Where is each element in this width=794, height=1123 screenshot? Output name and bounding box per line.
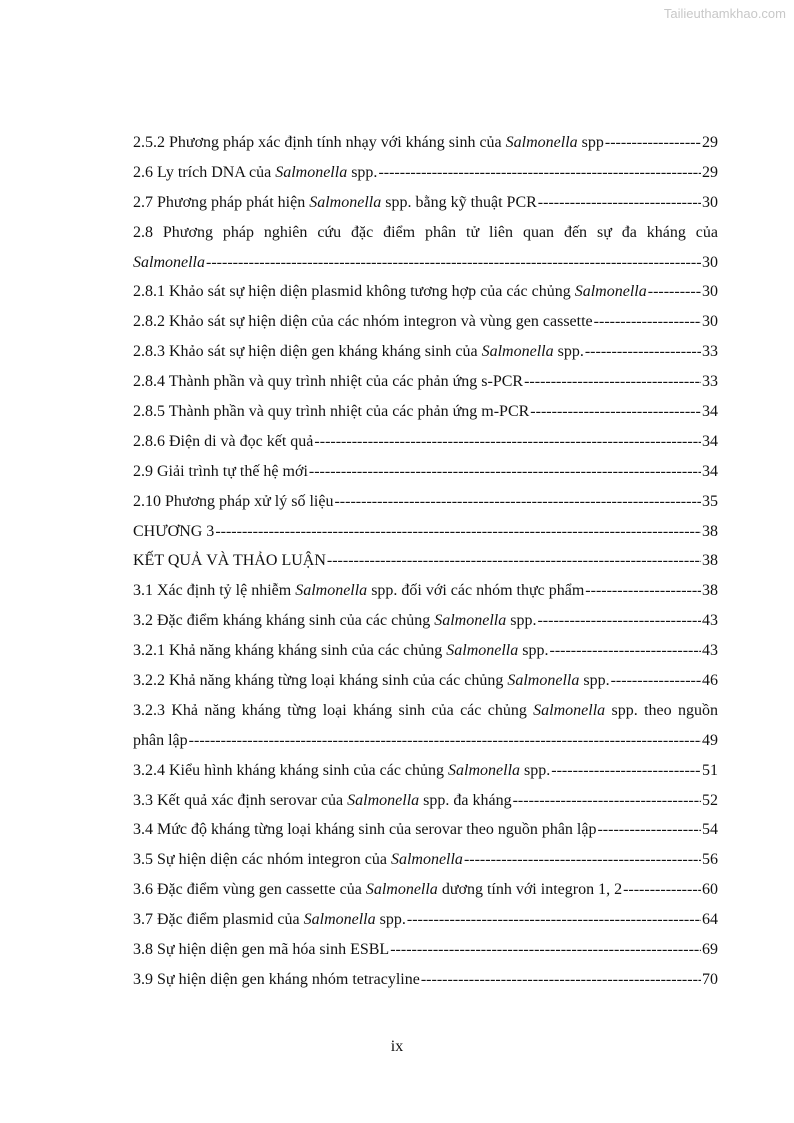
italic-species-name: Salmonella <box>574 283 647 301</box>
title-text: 3.2 Đặc điểm kháng kháng sinh của các chủng <box>133 612 435 630</box>
toc-entry-line <box>133 430 718 460</box>
toc-page-number: 34 <box>702 462 718 480</box>
dot-leader <box>524 370 701 400</box>
toc-page-number: 38 <box>702 552 718 570</box>
title-text: 3.3 Kết quả xác định serovar của <box>133 791 348 809</box>
toc-entry-title <box>133 131 604 161</box>
toc-entry-title <box>133 490 333 520</box>
toc-page-number: 33 <box>702 373 718 391</box>
dot-leader <box>327 549 701 579</box>
toc-entry-title <box>133 549 326 579</box>
title-text: 3.8 Sự hiện diện gen mã hóa sinh ESBL <box>133 941 390 959</box>
toc-entry-line <box>133 460 718 490</box>
toc-entry[interactable] <box>133 430 718 460</box>
dot-leader <box>623 878 701 908</box>
dot-leader <box>464 848 701 878</box>
title-text: 2.9 Giải trình tự thế hệ mới <box>133 462 308 480</box>
toc-entry[interactable] <box>133 878 718 908</box>
title-text: 2.10 Phương pháp xử lý số liệu <box>133 492 334 510</box>
toc-page-number: 30 <box>702 253 718 271</box>
toc-entry-line <box>133 370 718 400</box>
toc-entry-title <box>133 280 647 310</box>
toc-page-number: 69 <box>702 941 718 959</box>
toc-entry-line <box>133 968 718 998</box>
toc-entry-title <box>133 789 512 819</box>
toc-page-number: 70 <box>702 970 718 988</box>
dot-leader <box>585 579 701 609</box>
toc-entry-title <box>133 460 308 490</box>
table-of-contents <box>133 131 718 998</box>
title-text: 3.1 Xác định tỷ lệ nhiễm <box>133 582 296 600</box>
toc-entry-title <box>133 908 406 938</box>
toc-entry[interactable] <box>133 520 718 550</box>
toc-page-number: 56 <box>702 851 718 869</box>
italic-species-name: Salmonella <box>446 642 519 660</box>
toc-page-number: 43 <box>702 612 718 630</box>
toc-entry-title <box>133 759 550 789</box>
dot-leader <box>513 789 701 819</box>
toc-entry-line <box>133 400 718 430</box>
toc-page-number: 35 <box>702 492 718 510</box>
page-number: ix <box>390 1038 404 1055</box>
toc-entry-line <box>133 759 718 789</box>
dot-leader <box>537 609 701 639</box>
toc-entry-line <box>133 699 718 729</box>
toc-entry[interactable] <box>133 340 718 370</box>
dot-leader <box>309 460 701 490</box>
title-text: 2.8.4 Thành phần và quy trình nhiệt của các phản ứng s-PCR <box>133 373 524 391</box>
toc-page-number: 52 <box>702 791 718 809</box>
dot-leader <box>551 759 701 789</box>
toc-entry-line <box>133 191 718 221</box>
title-text: 3.2.4 Kiểu hình kháng kháng sinh của các chủng <box>133 761 449 779</box>
toc-entry-line <box>133 848 718 878</box>
dot-leader <box>215 520 701 550</box>
toc-page-number: 29 <box>702 134 718 151</box>
dot-leader <box>334 490 701 520</box>
title-text: 2.7 Phương pháp phát hiện <box>133 193 310 211</box>
dot-leader <box>530 400 701 430</box>
toc-entry[interactable] <box>133 460 718 490</box>
toc-entry-title <box>133 848 463 878</box>
title-text: spp. theo nguồn <box>605 701 718 719</box>
toc-entry[interactable] <box>133 579 718 609</box>
italic-species-name: Salmonella <box>309 193 382 211</box>
toc-entry-line <box>133 310 718 340</box>
title-text: 2.8.2 Khảo sát sự hiện diện của các nhóm integron và vùng gen cassette <box>133 313 593 331</box>
toc-entry-line <box>133 669 718 699</box>
toc-page-number: 43 <box>702 642 718 660</box>
toc-entry-line <box>133 161 718 191</box>
italic-species-name: Salmonella <box>434 612 507 630</box>
toc-entry[interactable] <box>133 310 718 340</box>
title-text: spp <box>577 134 604 151</box>
toc-page-number: 29 <box>702 163 718 181</box>
toc-entry-line <box>133 221 718 251</box>
toc-entry[interactable] <box>133 221 718 281</box>
toc-entry-title <box>133 609 536 639</box>
title-text: spp. đối với các nhóm thực phẩm <box>367 582 585 600</box>
toc-entry-title <box>133 430 313 460</box>
toc-page-number: 30 <box>702 313 718 331</box>
toc-entry-title <box>133 161 377 191</box>
title-text: dương tính với integron 1, 2 <box>437 881 623 899</box>
dot-leader <box>421 968 701 998</box>
toc-entry-title <box>133 579 584 609</box>
watermark: Tailieuthamkhao.com <box>663 6 786 21</box>
italic-species-name: Salmonella <box>448 761 521 779</box>
italic-species-name: Salmonella <box>507 672 580 690</box>
toc-page-number: 30 <box>702 193 718 211</box>
title-text: spp. bằng kỹ thuật PCR <box>381 193 537 211</box>
toc-entry[interactable] <box>133 968 718 998</box>
toc-page-number: 64 <box>702 911 718 929</box>
toc-entry-line <box>133 938 718 968</box>
toc-entry-title <box>133 878 622 908</box>
dot-leader <box>597 818 701 848</box>
toc-entry[interactable] <box>133 609 718 639</box>
title-text: 3.9 Sự hiện diện gen kháng nhóm tetracyline <box>133 970 420 988</box>
toc-entry-title <box>133 639 548 669</box>
dot-leader <box>648 280 701 310</box>
italic-species-name: Salmonella <box>303 911 376 929</box>
italic-species-name: Salmonella <box>133 253 205 271</box>
toc-entry[interactable] <box>133 669 718 699</box>
toc-entry[interactable] <box>133 280 718 310</box>
italic-species-name: Salmonella <box>390 851 463 869</box>
toc-entry-title <box>133 224 718 241</box>
toc-page-number: 30 <box>702 283 718 301</box>
italic-species-name: Salmonella <box>275 163 348 181</box>
toc-entry[interactable] <box>133 549 718 579</box>
title-text: spp. đa kháng <box>419 791 512 809</box>
toc-entry-title <box>133 370 523 400</box>
title-text: CHƯƠNG 3 <box>133 522 215 540</box>
dot-leader <box>206 251 701 281</box>
dot-leader <box>594 310 701 340</box>
toc-entry-line <box>133 131 718 161</box>
toc-entry[interactable] <box>133 490 718 520</box>
toc-entry-line <box>133 520 718 550</box>
toc-entry[interactable] <box>133 699 718 759</box>
toc-entry[interactable] <box>133 161 718 191</box>
toc-page-number: 33 <box>702 343 718 361</box>
toc-entry[interactable] <box>133 818 718 848</box>
toc-entry-title <box>133 310 593 340</box>
dot-leader <box>189 729 701 759</box>
toc-entry[interactable] <box>133 370 718 400</box>
toc-entry-line <box>133 609 718 639</box>
dot-leader <box>378 161 701 191</box>
title-text: 3.2.3 Khả năng kháng từng loại kháng sinh của các chủng <box>133 701 534 719</box>
title-text: 2.5.2 Phương pháp xác định tính nhạy với kháng sinh của <box>133 134 506 151</box>
title-text: 2.8.3 Khảo sát sự hiện diện gen kháng kháng sinh của <box>133 343 482 361</box>
dot-leader <box>549 639 701 669</box>
title-text: spp. <box>520 761 551 779</box>
dot-leader <box>585 340 701 370</box>
dot-leader <box>611 669 701 699</box>
toc-page-number: 34 <box>702 403 718 421</box>
toc-page-number: 38 <box>702 582 718 600</box>
title-text: 3.5 Sự hiện diện các nhóm integron của <box>133 851 391 869</box>
toc-page-number: 49 <box>702 731 718 749</box>
toc-page-number: 51 <box>702 761 718 779</box>
title-text: spp. <box>553 343 584 361</box>
title-text: spp. <box>518 642 549 660</box>
toc-entry[interactable] <box>133 938 718 968</box>
toc-entry[interactable] <box>133 848 718 878</box>
title-text: phân lập <box>133 731 188 749</box>
toc-entry[interactable] <box>133 759 718 789</box>
italic-species-name: Salmonella <box>295 582 368 600</box>
dot-leader <box>314 430 701 460</box>
title-text: 3.2.2 Khả năng kháng từng loại kháng sinh của các chủng <box>133 672 508 690</box>
toc-entry-title <box>133 669 610 699</box>
toc-entry[interactable] <box>133 908 718 938</box>
toc-entry-title <box>133 340 584 370</box>
dot-leader <box>605 131 701 161</box>
toc-entry[interactable] <box>133 789 718 819</box>
italic-species-name: Salmonella <box>533 701 606 719</box>
toc-entry-title <box>133 520 214 550</box>
italic-species-name: Salmonella <box>505 134 578 151</box>
title-text: 3.7 Đặc điểm plasmid của <box>133 911 304 929</box>
title-text: spp. <box>579 672 610 690</box>
toc-entry-line <box>133 908 718 938</box>
title-text: 2.6 Ly trích DNA của <box>133 163 276 181</box>
dot-leader <box>390 938 701 968</box>
toc-entry-title <box>133 968 420 998</box>
toc-entry[interactable] <box>133 400 718 430</box>
title-text: 3.2.1 Khả năng kháng kháng sinh của các chủng <box>133 642 447 660</box>
toc-entry-title <box>133 251 205 281</box>
title-text: 3.6 Đặc điểm vùng gen cassette của <box>133 881 366 899</box>
dot-leader <box>407 908 701 938</box>
toc-entry-title <box>133 938 389 968</box>
toc-entry-line <box>133 878 718 908</box>
title-text: 2.8.5 Thành phần và quy trình nhiệt của các phản ứng m-PCR <box>133 403 530 421</box>
title-text: 2.8.1 Khảo sát sự hiện diện plasmid không tương hợp của các chủng <box>133 283 575 301</box>
toc-entry-line <box>133 639 718 669</box>
title-text: 3.4 Mức độ kháng từng loại kháng sinh của serovar theo nguồn phân lập <box>133 821 597 839</box>
dot-leader <box>538 191 701 221</box>
title-text: spp. <box>375 911 406 929</box>
toc-entry-line <box>133 549 718 579</box>
toc-page-number: 38 <box>702 522 718 540</box>
toc-entry[interactable] <box>133 131 718 161</box>
toc-entry-line <box>133 789 718 819</box>
toc-page-number: 54 <box>702 821 718 839</box>
toc-entry-line <box>133 340 718 370</box>
toc-entry[interactable] <box>133 191 718 221</box>
toc-entry-line <box>133 490 718 520</box>
toc-entry-line <box>133 280 718 310</box>
italic-species-name: Salmonella <box>347 791 420 809</box>
title-text: 2.8.6 Điện di và đọc kết quả <box>133 432 314 450</box>
toc-entry-title <box>133 818 596 848</box>
toc-entry-title <box>133 702 718 719</box>
toc-entry-line <box>133 579 718 609</box>
toc-entry-title <box>133 191 537 221</box>
title-text: spp. <box>347 163 378 181</box>
title-text: KẾT QUẢ VÀ THẢO LUẬN <box>133 552 326 570</box>
toc-entry-line <box>133 729 718 759</box>
toc-entry-title <box>133 400 529 430</box>
title-text: 2.8 Phương pháp nghiên cứu đặc điểm phân tử liên quan đến sự đa kháng của <box>133 223 718 241</box>
toc-page-number: 34 <box>702 432 718 450</box>
toc-entry-line <box>133 818 718 848</box>
toc-entry-line <box>133 251 718 281</box>
title-text: spp. <box>506 612 537 630</box>
italic-species-name: Salmonella <box>481 343 554 361</box>
italic-species-name: Salmonella <box>365 881 438 899</box>
toc-entry[interactable] <box>133 639 718 669</box>
toc-page-number: 60 <box>702 881 718 899</box>
toc-page-number: 46 <box>702 672 718 690</box>
toc-entry-title <box>133 729 188 759</box>
